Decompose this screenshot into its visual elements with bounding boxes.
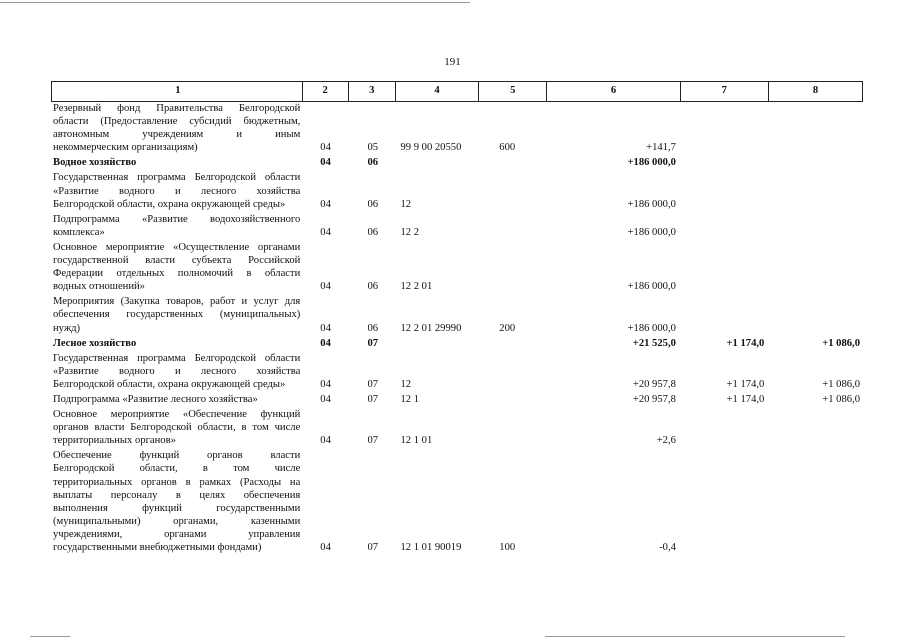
amount-col-6: +2,6: [656, 435, 676, 447]
section-code: 04: [320, 226, 331, 238]
header-col-7: 7: [681, 82, 769, 101]
description-line: Подпрограмма «Развитие лесного хозяйства»: [53, 393, 258, 405]
page-number: 191: [444, 56, 461, 68]
description-line: Федерации отдельных полномочий в области: [53, 268, 301, 280]
header-col-1: 1: [52, 82, 303, 101]
table-row: [51, 337, 863, 350]
header-col-8: 8: [812, 85, 819, 96]
description-line: Лесное хозяйство: [53, 337, 137, 349]
description-line: Обеспечение функций органов власти: [53, 450, 301, 462]
description-line: Основное мероприятие «Осуществление органами: [53, 241, 301, 253]
description-line: выполнения функций государственными: [53, 502, 301, 514]
description-line: Белгородской области, охрана окружающей среды»: [53, 198, 286, 210]
description-line: водных отношений»: [53, 281, 145, 293]
amount-col-8: +1 086,0: [822, 337, 861, 349]
scan-edge-line-bottom-right: [545, 636, 845, 637]
section-code: 04: [320, 542, 331, 553]
description-line: территориальных органов в рамках (Расходы на: [53, 476, 301, 488]
description-line: Государственная программа Белгородской области: [53, 352, 301, 364]
description-line: государственными внебюджетными фондами): [53, 542, 262, 553]
header-col-6: 6: [547, 82, 680, 101]
description-line: «Развитие водного и лесного хозяйства: [53, 185, 301, 197]
description-line: Мероприятия (Закупка товаров, работ и услуг для: [53, 296, 301, 308]
table-header-row: [51, 81, 863, 102]
description-line: некоммерческим организациям): [53, 142, 198, 154]
row-description: [51, 241, 300, 293]
amount-col-6: +186 000,0: [627, 226, 676, 238]
target-article-code: 12: [400, 198, 412, 210]
amount-col-6: +186 000,0: [627, 198, 676, 210]
amount-col-6: +20 957,8: [632, 378, 676, 390]
amount-col-6: +20 957,8: [632, 393, 676, 405]
expense-type-code: 600: [499, 142, 516, 154]
section-code: 04: [320, 378, 331, 390]
budget-table: [51, 81, 863, 556]
row-description: [51, 213, 300, 239]
description-line: государственной власти субъекта Российской: [53, 255, 301, 267]
description-line: нужд): [53, 322, 81, 334]
header-col-5: 5: [479, 82, 547, 101]
row-description: [51, 393, 300, 406]
expense-type-code: 200: [499, 322, 516, 334]
target-article-code: 12: [400, 378, 412, 390]
description-line: обеспечения государственных (муниципальных): [53, 309, 301, 321]
target-article-code: 12 2 01: [400, 281, 433, 293]
section-code: 04: [320, 142, 331, 154]
table-row: [51, 295, 863, 334]
header-col-4: 4: [396, 82, 479, 101]
table-row: [51, 156, 863, 169]
amount-col-7: +1 174,0: [726, 337, 765, 349]
description-line: (муниципальными) органами, казенными: [53, 515, 301, 527]
target-article-code: 12 1: [400, 393, 419, 405]
amount-col-6: +141,7: [646, 142, 676, 154]
subsection-code: 06: [367, 198, 379, 210]
section-code: 04: [320, 435, 331, 447]
subsection-code: 07: [367, 337, 379, 349]
table-row: [51, 352, 863, 391]
header-col-2: 2: [303, 82, 349, 101]
subsection-code: 05: [367, 142, 379, 154]
section-code: 04: [320, 157, 331, 169]
target-article-code: 12 1 01 90019: [400, 542, 462, 553]
row-description: [51, 449, 300, 554]
subsection-code: 06: [367, 157, 379, 169]
amount-col-6: -0,4: [659, 542, 676, 553]
table-row: [51, 213, 863, 239]
row-description: [51, 295, 300, 334]
target-article-code: 12 1 01: [400, 435, 433, 447]
amount-col-8: +1 086,0: [822, 393, 861, 405]
row-description: [51, 352, 300, 391]
description-line: Водное хозяйство: [53, 157, 137, 169]
description-line: Белгородской области, охрана окружающей среды»: [53, 378, 286, 390]
target-article-code: 12 2 01 29990: [400, 322, 462, 334]
target-article-code: 12 2: [400, 226, 419, 238]
subsection-code: 06: [367, 322, 379, 334]
subsection-code: 06: [367, 281, 379, 293]
row-description: [51, 102, 300, 154]
description-line: комплекса»: [53, 226, 105, 238]
table-row: [51, 408, 863, 447]
amount-col-6: +21 525,0: [632, 337, 676, 349]
description-line: выплаты персоналу в целях обеспечения: [53, 489, 301, 501]
description-line: Подпрограмма «Развитие водохозяйственного: [53, 213, 301, 225]
amount-col-7: +1 174,0: [726, 393, 765, 405]
row-description: [51, 337, 300, 350]
amount-col-6: +186 000,0: [627, 322, 676, 334]
description-line: Резервный фонд Правительства Белгородской: [53, 103, 301, 114]
table-row: [51, 241, 863, 293]
table-row: [51, 393, 863, 406]
row-description: [51, 408, 300, 447]
description-line: Основное мероприятие «Обеспечение функций: [53, 409, 301, 421]
target-article-code: 99 9 00 20550: [400, 142, 462, 154]
row-description: [51, 171, 300, 210]
subsection-code: 06: [367, 226, 379, 238]
section-code: 04: [320, 198, 331, 210]
description-line: территориальных органов»: [53, 435, 176, 447]
table-row: [51, 171, 863, 210]
section-code: 04: [320, 337, 331, 349]
amount-col-6: +186 000,0: [627, 281, 676, 293]
subsection-code: 07: [367, 378, 379, 390]
scan-edge-line-bottom-left: [30, 636, 70, 637]
subsection-code: 07: [367, 435, 379, 447]
section-code: 04: [320, 393, 331, 405]
description-line: учреждениями, органами управления: [53, 528, 301, 540]
description-line: Государственная программа Белгородской области: [53, 172, 301, 184]
description-line: органов власти Белгородской области, в том числе: [53, 422, 301, 434]
subsection-code: 07: [367, 542, 379, 553]
amount-col-8: +1 086,0: [822, 378, 861, 390]
table-body: [51, 102, 863, 554]
description-line: области (Предоставление субсидий бюджетным,: [53, 116, 301, 128]
table-row: [51, 449, 863, 554]
scan-edge-line-top: [0, 2, 470, 3]
description-line: Белгородской области, в том числе: [53, 463, 301, 475]
amount-col-6: +186 000,0: [627, 157, 676, 169]
description-line: автономным учреждениям и иным: [53, 129, 301, 141]
header-col-3: 3: [349, 82, 396, 101]
expense-type-code: 100: [499, 542, 516, 553]
row-description: [51, 156, 300, 169]
amount-col-7: +1 174,0: [726, 378, 765, 390]
table-row: [51, 102, 863, 154]
section-code: 04: [320, 322, 331, 334]
description-line: «Развитие водного и лесного хозяйства: [53, 365, 301, 377]
section-code: 04: [320, 281, 331, 293]
subsection-code: 07: [367, 393, 379, 405]
